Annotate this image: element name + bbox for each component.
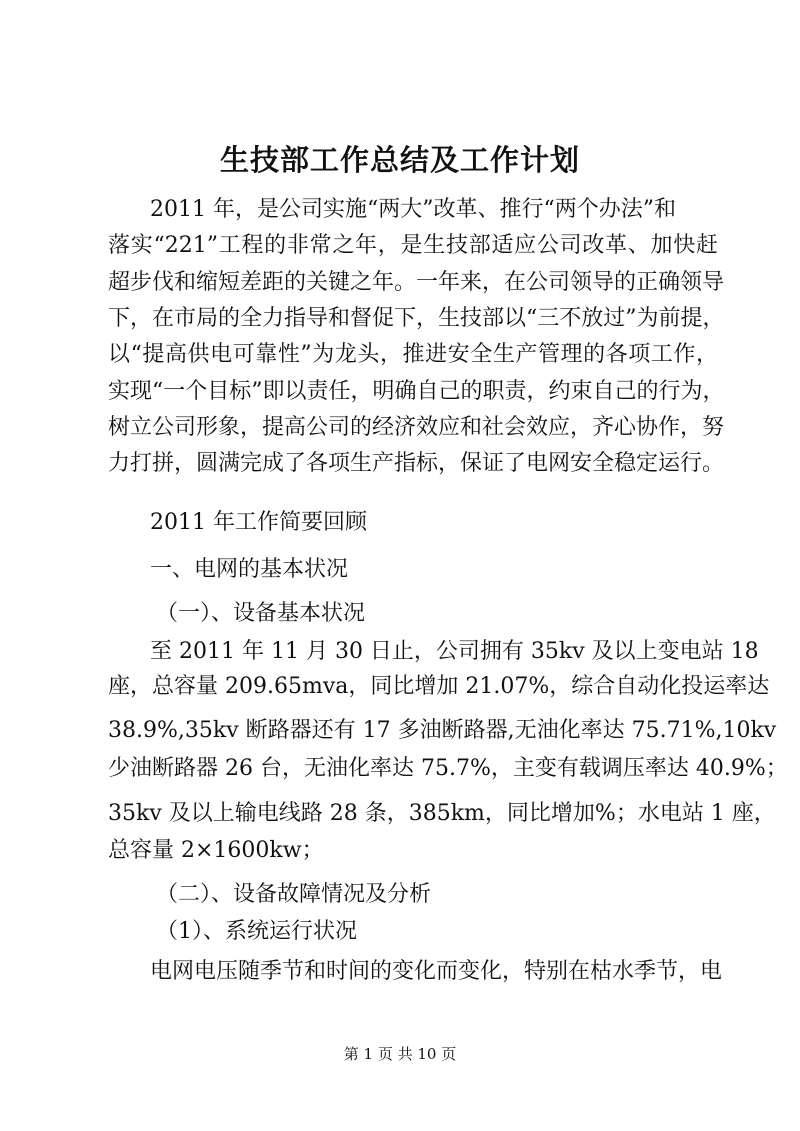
subsection-heading: （1）、系统运行状况 bbox=[156, 919, 357, 944]
paragraph-line: 树立公司形象，提高公司的经济效应和社会效应，齐心协作，努 bbox=[108, 415, 725, 440]
document-title: 生技部工作总结及工作计划 bbox=[219, 143, 580, 177]
paragraph-line: 35kv 及以上输电线路 28 条，385km，同比增加%；水电站 1 座， bbox=[108, 801, 776, 826]
paragraph-line: 至 2011 年 11 月 30 日止，公司拥有 35kv 及以上变电站 18 bbox=[150, 639, 759, 664]
page-number-footer: 第 1 页 共 10 页 bbox=[343, 1045, 457, 1063]
section-heading: 一、电网的基本状况 bbox=[150, 557, 349, 582]
paragraph-line: 座，总容量 209.65mva，同比增加 21.07%，综合自动化投运率达 bbox=[108, 674, 770, 699]
paragraph-line: 实现“一个目标”即以责任，明确自己的职责，约束自己的行为， bbox=[108, 379, 725, 404]
paragraph-line: 38.9%,35kv 断路器还有 17 多油断路器,无油化率达 75.71%,10kv bbox=[108, 718, 777, 743]
subsection-heading: （一）、设备基本状况 bbox=[156, 601, 366, 626]
paragraph-line: 力打拼，圆满完成了各项生产指标，保证了电网安全稳定运行。 bbox=[108, 451, 725, 476]
paragraph-line: 超步伐和缩短差距的关键之年。一年来，在公司领导的正确领导 bbox=[108, 270, 725, 295]
paragraph-line: 电网电压随季节和时间的变化而变化，特别在枯水季节，电 bbox=[150, 959, 723, 984]
subsection-heading: （二）、设备故障情况及分析 bbox=[156, 882, 432, 907]
paragraph-line: 下，在市局的全力指导和督促下，生技部以“三不放过”为前提， bbox=[108, 306, 725, 331]
paragraph-line: 少油断路器 26 台，无油化率达 75.7%，主变有载调压率达 40.9%； bbox=[108, 756, 788, 781]
section-heading: 2011 年工作简要回顾 bbox=[150, 510, 367, 535]
paragraph-line: 2011 年，是公司实施“两大”改革、推行“两个办法”和 bbox=[150, 197, 676, 222]
paragraph-line: 落实“221”工程的非常之年，是生技部适应公司改革、加快赶 bbox=[108, 233, 718, 258]
paragraph-line: 以“提高供电可靠性”为龙头，推进安全生产管理的各项工作， bbox=[108, 342, 718, 367]
paragraph-line: 总容量 2×1600kw； bbox=[108, 838, 324, 863]
